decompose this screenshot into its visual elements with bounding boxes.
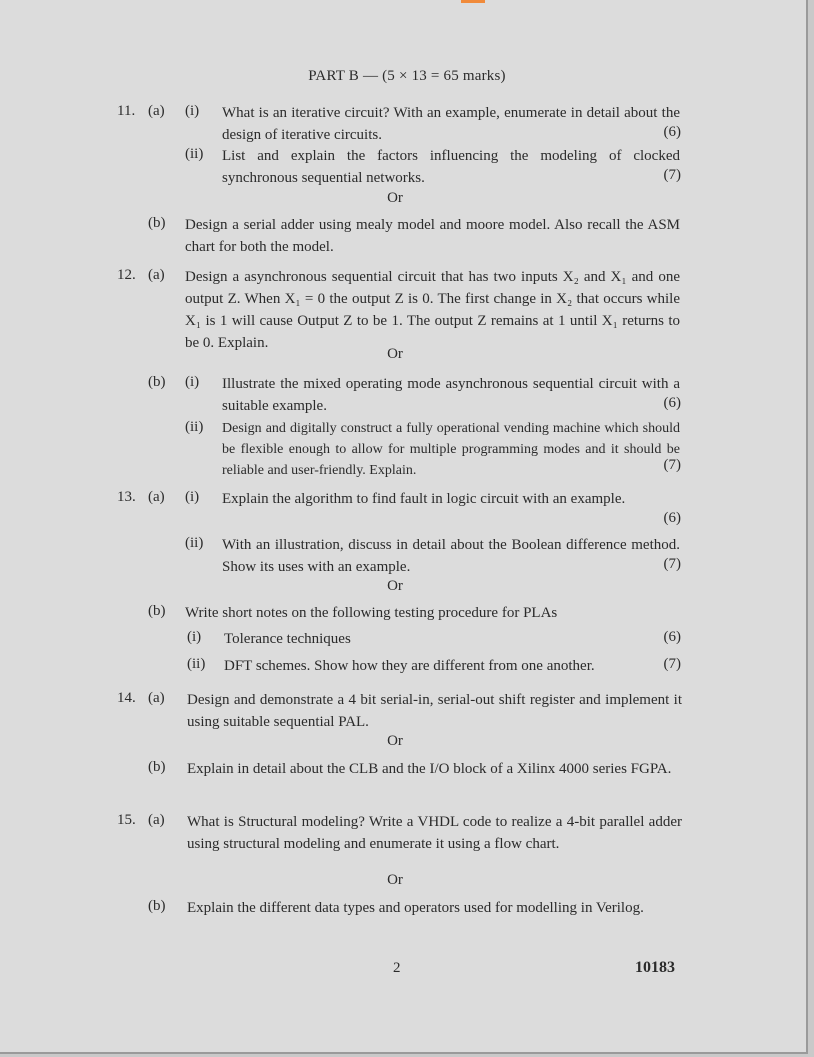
question-text: With an illustration, discuss in detail about the Boolean difference method. Show its uses with an example. xyxy=(222,537,680,575)
question-number: 13. xyxy=(117,489,136,505)
question-text: DFT schemes. Show how they are different from one another. xyxy=(224,658,595,674)
question-number: 12. xyxy=(117,267,136,283)
part-label: (a) xyxy=(148,267,165,283)
sub-label: (ii) xyxy=(187,656,206,672)
marks: (6) xyxy=(663,124,681,140)
part-label: (b) xyxy=(148,898,166,914)
marks: (7) xyxy=(663,167,681,183)
question-text: Write short notes on the following testing procedure for PLAs xyxy=(185,605,558,621)
or-separator: Or xyxy=(387,578,403,594)
question-number: 14. xyxy=(117,690,136,706)
part-title: PART B — (5 × 13 = 65 marks) xyxy=(308,68,506,84)
marks: (7) xyxy=(663,457,681,473)
sub-label: (i) xyxy=(187,629,202,645)
part-label: (b) xyxy=(148,215,166,231)
question-text: Explain the algorithm to find fault in logic circuit with an example. xyxy=(222,491,626,507)
part-label: (a) xyxy=(148,812,165,828)
or-separator: Or xyxy=(387,733,403,749)
or-separator: Or xyxy=(387,872,403,888)
question-text: Explain the different data types and operators used for modelling in Verilog. xyxy=(187,900,644,916)
part-label: (a) xyxy=(148,690,165,706)
marks: (7) xyxy=(663,556,681,572)
marks: (6) xyxy=(663,395,681,411)
question-text: Illustrate the mixed operating mode asynchronous sequential circuit with a suitable example. xyxy=(222,376,680,414)
question-text: List and explain the factors influencing the modeling of clocked synchronous sequential networks. xyxy=(222,148,680,186)
question-text: Design a asynchronous sequential circuit that has two inputs X₂ and X₁ and one output Z. When X₁ = 0 the output Z is 0. The first change in X₂ that occurs while X₁ is 1 will cause Output Z to be 1. The output Z remains at 1 until X₁ returns to be 0. Explain. xyxy=(185,269,680,351)
part-label: (b) xyxy=(148,603,166,619)
sub-label: (i) xyxy=(185,374,200,390)
part-label: (b) xyxy=(148,759,166,775)
sub-label: (ii) xyxy=(185,146,204,162)
sub-label: (i) xyxy=(185,489,200,505)
top-tab-mark xyxy=(461,0,485,3)
marks: (6) xyxy=(663,629,681,645)
sub-label: (ii) xyxy=(185,419,204,435)
marks: (7) xyxy=(663,656,681,672)
or-separator: Or xyxy=(387,190,403,206)
part-label: (b) xyxy=(148,374,166,390)
marks: (6) xyxy=(663,510,681,526)
question-text: Design and digitally construct a fully operational vending machine which should be flexible enough to allow for multiple programming modes and it should be reliable and user-friendly. Explain. xyxy=(222,421,680,478)
question-number: 11. xyxy=(117,103,136,119)
question-text: What is an iterative circuit? With an example, enumerate in detail about the design of iterative circuits. xyxy=(222,105,680,143)
question-text: Explain in detail about the CLB and the I/O block of a Xilinx 4000 series FGPA. xyxy=(187,761,672,777)
question-text: What is Structural modeling? Write a VHDL code to realize a 4-bit parallel adder using structural modeling and enumerate it using a flow chart. xyxy=(187,814,682,852)
question-text: Design a serial adder using mealy model and moore model. Also recall the ASM chart for both the model. xyxy=(185,217,680,255)
page-number: 2 xyxy=(393,960,401,976)
sub-label: (ii) xyxy=(185,535,204,551)
question-text: Tolerance techniques xyxy=(224,631,351,647)
part-label: (a) xyxy=(148,103,165,119)
question-number: 15. xyxy=(117,812,136,828)
paper-code: 10183 xyxy=(635,959,675,976)
part-label: (a) xyxy=(148,489,165,505)
question-text: Design and demonstrate a 4 bit serial-in, serial-out shift register and implement it using suitable sequential PAL. xyxy=(187,692,682,730)
or-separator: Or xyxy=(387,346,403,362)
sub-label: (i) xyxy=(185,103,200,119)
